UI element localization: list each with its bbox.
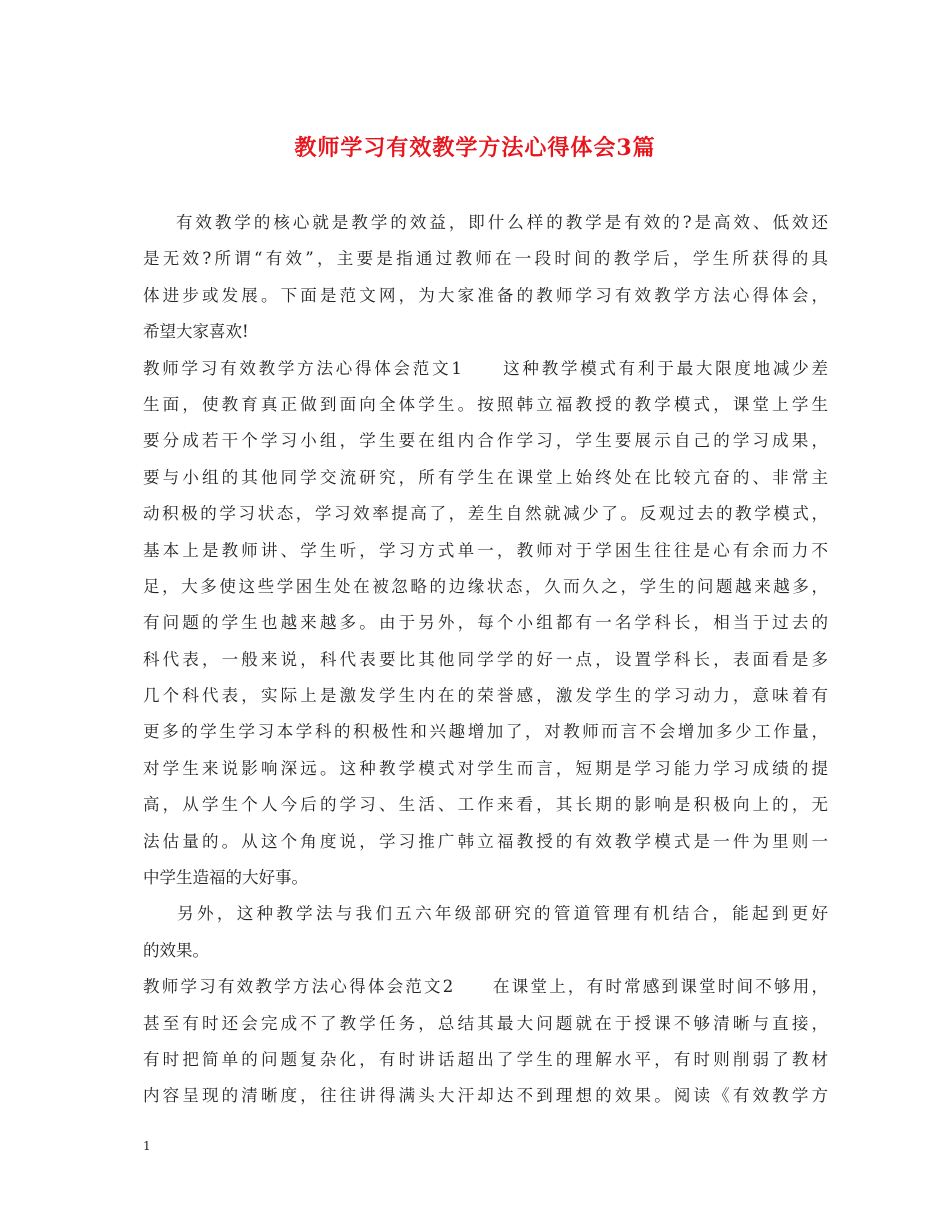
- body-line: 另外，这种教学法与我们五六年级部研究的管道管理有机结合，能起到更好: [143, 904, 828, 924]
- document-body: [143, 205, 828, 1115]
- body-line: 基本上是教师讲、学生听，学习方式单一，教师对于学困生往往是心有余而力不: [143, 540, 828, 560]
- body-line: 生面，使教育真正做到面向全体学生。按照韩立福教授的教学模式，课堂上学生: [143, 394, 828, 414]
- body-line: 法估量的。从这个角度说，学习推广韩立福教授的有效教学模式是一件为里则一: [143, 831, 828, 851]
- body-line: 体进步或发展。下面是范文网，为大家准备的教师学习有效教学方法心得体会，: [143, 285, 828, 305]
- body-line: 的效果。: [143, 940, 209, 960]
- body-line: 高，从学生个人今后的学习、生活、工作来看，其长期的影响是积极向上的，无: [143, 795, 828, 815]
- body-line: 是无效?所谓“有效”，主要是指通过教师在一段时间的教学后，学生所获得的具: [143, 249, 828, 269]
- body-line: 教师学习有效教学方法心得体会范文1 这种教学模式有利于最大限度地减少差: [143, 358, 828, 378]
- body-line: 要与小组的其他同学交流研究，所有学生在课堂上始终处在比较亢奋的、非常主: [143, 467, 828, 487]
- body-line: 动积极的学习状态，学习效率提高了，差生自然就减少了。反观过去的教学模式，: [143, 504, 828, 524]
- body-line: 对学生来说影响深远。这种教学模式对学生而言，短期是学习能力学习成绩的提: [143, 758, 828, 778]
- body-line: 几个科代表，实际上是激发学生内在的荣誉感，激发学生的学习动力，意味着有: [143, 686, 828, 706]
- page-number: 1: [143, 1139, 151, 1153]
- body-line: 中学生造福的大好事。: [143, 868, 308, 888]
- body-line: 科代表，一般来说，科代表要比其他同学学的好一点，设置学科长，表面看是多: [143, 649, 828, 669]
- body-line: 要分成若干个学习小组，学生要在组内合作学习，学生要展示自己的学习成果，: [143, 431, 828, 451]
- document-title: 教师学习有效教学方法心得体会3篇: [294, 135, 656, 161]
- body-line: 教师学习有效教学方法心得体会范文2 在课堂上，有时常感到课堂时间不够用，: [143, 977, 828, 997]
- body-line: 足，大多使这些学困生处在被忽略的边缘状态，久而久之，学生的问题越来越多，: [143, 576, 828, 596]
- body-line: 甚至有时还会完成不了教学任务，总结其最大问题就在于授课不够清晰与直接，: [143, 1013, 828, 1033]
- body-line: 有效教学的核心就是教学的效益，即什么样的教学是有效的?是高效、低效还: [143, 213, 828, 232]
- body-line: 内容呈现的清晰度，往往讲得满头大汗却达不到理想的效果。阅读《有效教学方: [143, 1086, 828, 1106]
- body-line: 有问题的学生也越来越多。由于另外，每个小组都有一名学科长，相当于过去的: [143, 613, 828, 633]
- body-line: 更多的学生学习本学科的积极性和兴趣增加了，对教师而言不会增加多少工作量，: [143, 722, 828, 742]
- body-line: 有时把简单的问题复杂化，有时讲话超出了学生的理解水平，有时则削弱了教材: [143, 1049, 828, 1069]
- body-line: 希望大家喜欢!: [143, 322, 249, 342]
